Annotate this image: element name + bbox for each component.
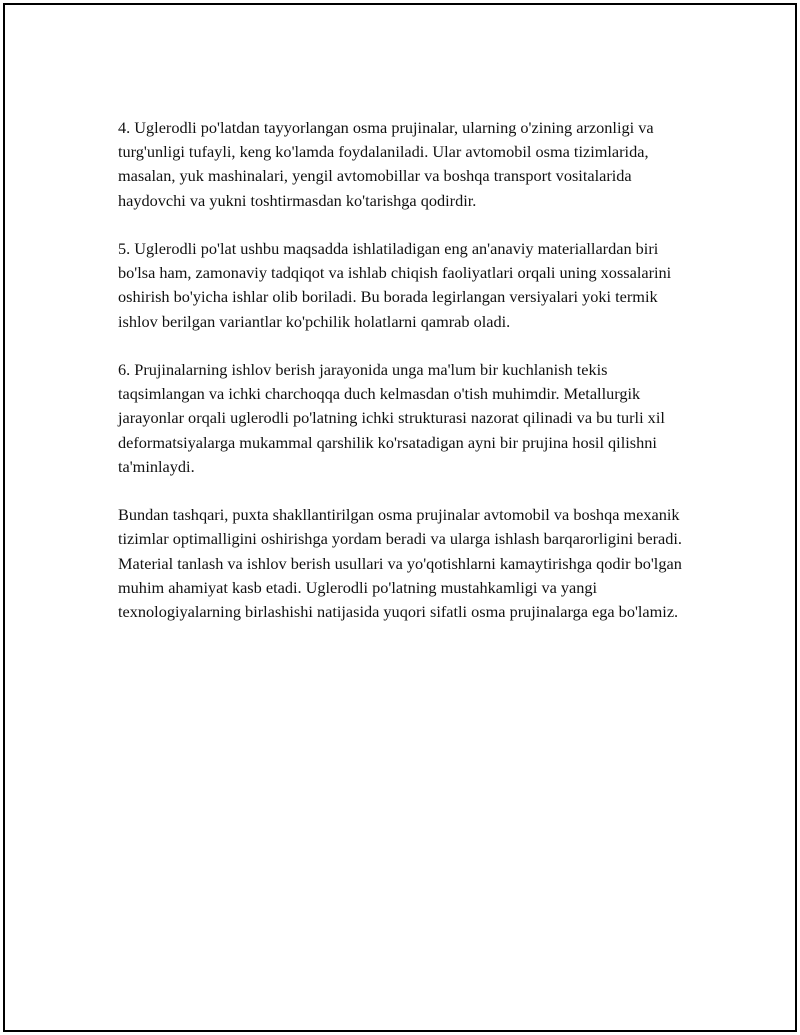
paragraph-conclusion: Bundan tashqari, puxta shakllantirilgan osma prujinalar avtomobil va boshqa mexanik tizimlar optimalligini oshirishga yordam beradi va ularga ishlash barqarorligini beradi. Material tanlash va ishlov berish usullari va yo'qotishlarni kamaytirishga qodir bo'lgan muhim ahamiyat kasb etadi. Uglerodli po'latning mustahkamligi va yangi texnologiyalarning birlashishi natijasida yuqori sifatli osma prujinalarga ega bo'lamiz.	[118, 505, 682, 622]
document-body	[118, 116, 698, 648]
paragraph-6: 6. Prujinalarning ishlov berish jarayonida unga ma'lum bir kuchlanish tekis taqsimlangan va ichki charchoqqa duch kelmasdan o'tish muhimdir. Metallurgik jarayonlar orqali uglerodli po'latning ichki strukturasi nazorat qilinadi va bu turli xil deformatsiyalarga mukammal qarshilik ko'rsatadigan ayni bir prujina hosil qilishni ta'minlaydi.	[118, 360, 665, 476]
paragraph-5: 5. Uglerodli po'lat ushbu maqsadda ishlatiladigan eng an'anaviy materiallardan biri bo'lsa ham, zamonaviy tadqiqot va ishlab chiqish faoliyatlari orqali uning xossalarini oshirish bo'yicha ishlar olib boriladi. Bu borada legirlangan versiyalari yoki termik ishlov berilgan variantlar ko'pchilik holatlarni qamrab oladi.	[118, 239, 672, 331]
paragraph-4: 4. Uglerodli po'latdan tayyorlangan osma prujinalar, ularning o'zining arzonligi va turg'unligi tufayli, keng ko'lamda foydalaniladi. Ular avtomobil osma tizimlarida, masalan, yuk mashinalari, yengil avtomobillar va boshqa transport vositalarida haydovchi va yukni toshtirmasdan ko'tarishga qodirdir.	[118, 118, 654, 210]
